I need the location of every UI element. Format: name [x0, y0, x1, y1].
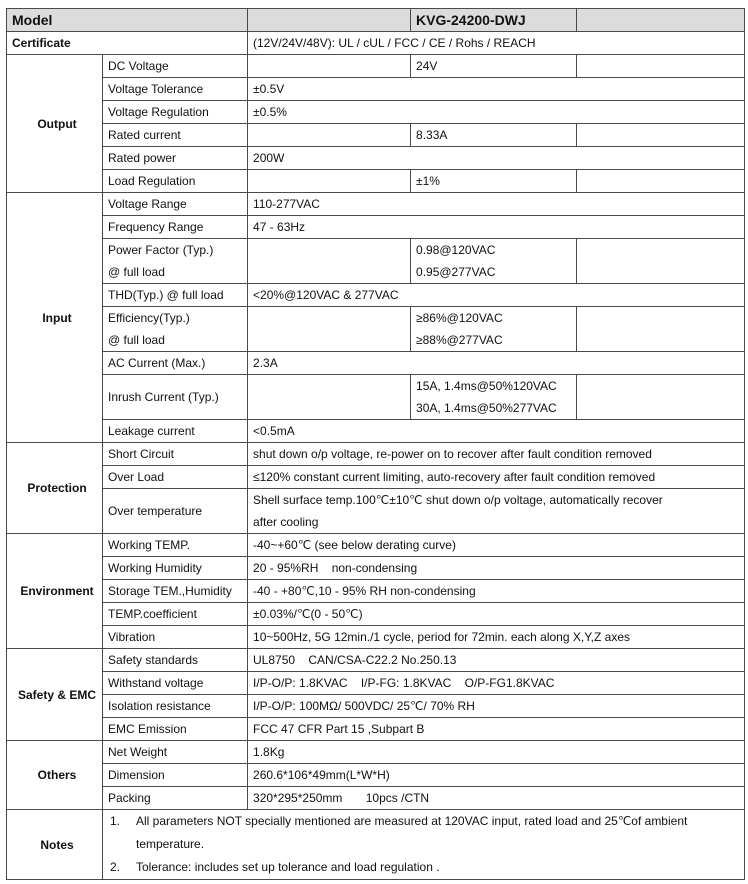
others-section-label: Others [7, 741, 103, 810]
output-row [7, 124, 745, 147]
value-cell [411, 239, 577, 284]
param-label-line: Efficiency(Typ.) [108, 311, 190, 325]
others-row [7, 787, 745, 810]
value-cell: ±1% [411, 170, 577, 193]
value-line: ≥86%@120VAC [416, 311, 503, 325]
value-cell: ±0.5% [248, 101, 745, 124]
param-label: AC Current (Max.) [103, 352, 248, 375]
value-cell [411, 375, 577, 420]
param-label: Load Regulation [103, 170, 248, 193]
value-cell: 110-277VAC [248, 193, 745, 216]
value-cell [248, 307, 411, 352]
value-cell [577, 239, 745, 284]
param-label: Net Weight [103, 741, 248, 764]
certificate-label: Certificate [7, 32, 248, 55]
note-text: Tolerance: includes set up tolerance and load regulation . [136, 860, 440, 874]
note-item [108, 856, 744, 879]
notes-content [103, 810, 745, 880]
value-line: ≥88%@277VAC [416, 333, 503, 347]
others-row [7, 764, 745, 787]
value-cell [411, 307, 577, 352]
param-label: Voltage Range [103, 193, 248, 216]
others-row [7, 741, 745, 764]
param-label: Over Load [103, 466, 248, 489]
param-label: Safety standards [103, 649, 248, 672]
value-cell: I/P-O/P: 100MΩ/ 500VDC/ 25℃/ 70% RH [248, 695, 745, 718]
value-cell [248, 55, 411, 78]
input-row [7, 284, 745, 307]
param-label: Isolation resistance [103, 695, 248, 718]
value-line: 0.95@277VAC [416, 265, 496, 279]
value-cell: ±0.5V [248, 78, 745, 101]
note-text: All parameters NOT specially mentioned are measured at 120VAC input, rated load and 25℃of ambient temperature. [136, 814, 688, 851]
param-label: Leakage current [103, 420, 248, 443]
param-label: Rated current [103, 124, 248, 147]
protection-row [7, 489, 745, 534]
value-cell: <20%@120VAC & 277VAC [248, 284, 745, 307]
output-row [7, 170, 745, 193]
safety-section-label: Safety & EMC [7, 649, 103, 741]
output-row [7, 101, 745, 124]
value-cell: <0.5mA [248, 420, 745, 443]
value-cell [248, 124, 411, 147]
model-value: KVG-24200-DWJ [411, 9, 577, 32]
value-cell [577, 375, 745, 420]
value-cell: -40 - +80℃,10 - 95% RH non-condensing [248, 580, 745, 603]
value-cell: 8.33A [411, 124, 577, 147]
value-cell: 2.3A [248, 352, 745, 375]
param-label-line: Power Factor (Typ.) [108, 243, 214, 257]
model-blank [248, 9, 411, 32]
environment-row [7, 534, 745, 557]
param-label: Withstand voltage [103, 672, 248, 695]
value-cell [577, 55, 745, 78]
value-cell: 260.6*106*49mm(L*W*H) [248, 764, 745, 787]
param-label-line: @ full load [108, 265, 165, 279]
value-cell: 200W [248, 147, 745, 170]
safety-row [7, 695, 745, 718]
protection-row [7, 466, 745, 489]
note-item [108, 810, 744, 856]
value-cell: 47 - 63Hz [248, 216, 745, 239]
param-label: Working Humidity [103, 557, 248, 580]
value-line: Shell surface temp.100℃±10℃ shut down o/p voltage, automatically recover [253, 493, 663, 507]
output-row [7, 147, 745, 170]
input-row [7, 193, 745, 216]
value-cell [577, 307, 745, 352]
param-label: Voltage Regulation [103, 101, 248, 124]
param-label: Over temperature [103, 489, 248, 534]
certificate-value: (12V/24V/48V): UL / cUL / FCC / CE / Rohs / REACH [248, 32, 745, 55]
input-row [7, 216, 745, 239]
value-cell: 320*295*250mm 10pcs /CTN [248, 787, 745, 810]
spec-table [6, 8, 745, 880]
param-label: Working TEMP. [103, 534, 248, 557]
model-label: Model [7, 9, 248, 32]
value-cell: UL8750 CAN/CSA-C22.2 No.250.13 [248, 649, 745, 672]
environment-section-label: Environment [7, 534, 103, 649]
note-number: 2. [110, 860, 121, 874]
param-label: THD(Typ.) @ full load [103, 284, 248, 307]
value-cell [577, 170, 745, 193]
output-section-label: Output [7, 55, 103, 193]
value-cell [248, 170, 411, 193]
value-cell [577, 124, 745, 147]
param-label [103, 239, 248, 284]
value-line: 15A, 1.4ms@50%120VAC [416, 379, 557, 393]
param-label: Short Circuit [103, 443, 248, 466]
output-row [7, 55, 745, 78]
protection-row [7, 443, 745, 466]
param-label: Rated power [103, 147, 248, 170]
param-label: Voltage Tolerance [103, 78, 248, 101]
param-label: Storage TEM.,Humidity [103, 580, 248, 603]
input-row [7, 352, 745, 375]
value-line: 0.98@120VAC [416, 243, 496, 257]
value-cell: ≤120% constant current limiting, auto-recovery after fault condition removed [248, 466, 745, 489]
environment-row [7, 626, 745, 649]
value-cell: I/P-O/P: 1.8KVAC I/P-FG: 1.8KVAC O/P-FG1.8KVAC [248, 672, 745, 695]
value-cell: 24V [411, 55, 577, 78]
safety-row [7, 649, 745, 672]
note-number: 1. [110, 814, 121, 828]
protection-section-label: Protection [7, 443, 103, 534]
value-cell: -40~+60℃ (see below derating curve) [248, 534, 745, 557]
param-label: Vibration [103, 626, 248, 649]
param-label [103, 307, 248, 352]
environment-row [7, 580, 745, 603]
environment-row [7, 557, 745, 580]
notes-section-label: Notes [7, 810, 103, 880]
input-row [7, 239, 745, 284]
param-label-line: @ full load [108, 333, 165, 347]
input-row [7, 375, 745, 420]
value-cell: shut down o/p voltage, re-power on to recover after fault condition removed [248, 443, 745, 466]
value-cell: 20 - 95%RH non-condensing [248, 557, 745, 580]
value-cell: ±0.03%/℃(0 - 50℃) [248, 603, 745, 626]
model-row [7, 9, 745, 32]
param-label: DC Voltage [103, 55, 248, 78]
param-label: Inrush Current (Typ.) [103, 375, 248, 420]
value-cell [248, 489, 745, 534]
value-line: 30A, 1.4ms@50%277VAC [416, 401, 557, 415]
param-label: TEMP.coefficient [103, 603, 248, 626]
notes-row [7, 810, 745, 880]
certificate-row [7, 32, 745, 55]
input-row [7, 307, 745, 352]
safety-row [7, 672, 745, 695]
value-cell: 1.8Kg [248, 741, 745, 764]
input-row [7, 420, 745, 443]
value-cell: FCC 47 CFR Part 15 ,Subpart B [248, 718, 745, 741]
output-row [7, 78, 745, 101]
param-label: Dimension [103, 764, 248, 787]
param-label: Packing [103, 787, 248, 810]
environment-row [7, 603, 745, 626]
safety-row [7, 718, 745, 741]
value-cell: 10~500Hz, 5G 12min./1 cycle, period for 72min. each along X,Y,Z axes [248, 626, 745, 649]
param-label: EMC Emission [103, 718, 248, 741]
value-cell [248, 375, 411, 420]
param-label: Frequency Range [103, 216, 248, 239]
model-blank-2 [577, 9, 745, 32]
input-section-label: Input [7, 193, 103, 443]
value-line: after cooling [253, 515, 319, 529]
value-cell [248, 239, 411, 284]
